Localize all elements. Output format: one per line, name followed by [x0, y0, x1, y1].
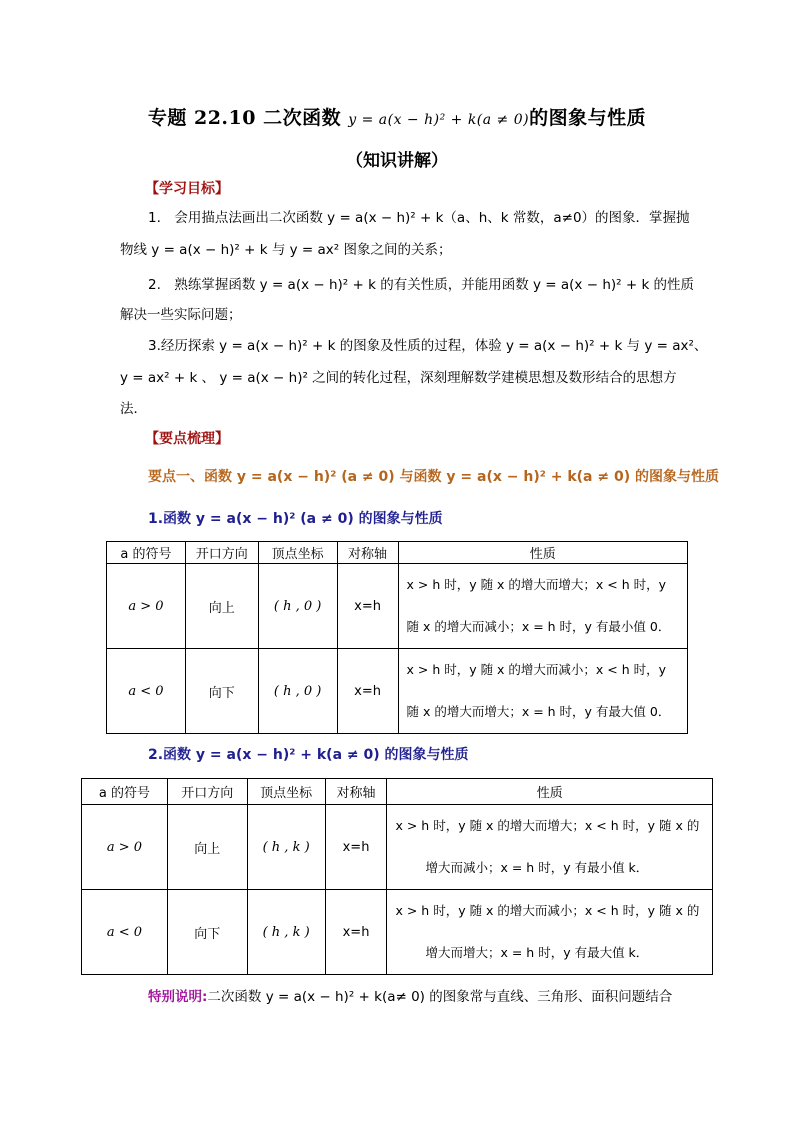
vertex-cell: ( h , 0 ) — [258, 649, 337, 734]
axis-cell: x=h — [337, 649, 398, 734]
title-prefix: 专题 22.10 二次函数 — [147, 107, 342, 129]
property-line-1: x > h 时，y 随 x 的增大而增大；x < h 时，y — [406, 577, 667, 592]
table1-header-axis: 对称轴 — [337, 542, 398, 564]
table-row — [107, 564, 688, 649]
sign-cell: a < 0 — [107, 649, 186, 734]
table2 — [81, 778, 713, 975]
special-note — [148, 985, 672, 1005]
table2-header-row — [82, 779, 713, 805]
property-line-1: x > h 时，y 随 x 的增大而减小；x < h 时，y — [406, 662, 667, 677]
key-point-heading: 要点一、函数 y = a(x − h)² (a ≠ 0) 与函数 y = a(x − h)² + k(a ≠ 0) 的图象与性质 — [148, 469, 719, 485]
special-note-label: 特别说明: — [148, 989, 208, 1005]
page-title — [0, 103, 794, 130]
learning-goals-tag: 【学习目标】 — [145, 181, 229, 197]
title-suffix: 的图象与性质 — [529, 107, 647, 129]
opening-cell: 向下 — [185, 649, 258, 734]
opening-cell: 向上 — [185, 564, 258, 649]
table1 — [106, 541, 688, 734]
table1-header-property: 性质 — [398, 542, 688, 564]
table1-heading: 1.函数 y = a(x − h)² (a ≠ 0) 的图象与性质 — [148, 511, 443, 527]
table-row — [82, 805, 713, 890]
axis-cell: x=h — [337, 564, 398, 649]
table2-heading: 2.函数 y = a(x − h)² + k(a ≠ 0) 的图象与性质 — [148, 747, 469, 763]
property-cell — [398, 564, 688, 649]
table2-header-property: 性质 — [387, 779, 713, 805]
goal-1-line-2: 物线 y = a(x − h)² + k 与 y = ax² 图象之间的关系； — [120, 242, 452, 258]
opening-cell: 向下 — [167, 890, 247, 975]
table1-header-opening: 开口方向 — [185, 542, 258, 564]
property-cell — [398, 649, 688, 734]
sign-cell: a > 0 — [82, 805, 168, 890]
vertex-cell: ( h , 0 ) — [258, 564, 337, 649]
axis-cell: x=h — [325, 805, 387, 890]
property-cell — [387, 890, 713, 975]
table-row — [82, 890, 713, 975]
property-cell — [387, 805, 713, 890]
vertex-cell: ( h , k ) — [247, 805, 325, 890]
opening-cell: 向上 — [167, 805, 247, 890]
goal-2-line-2: 解决一些实际问题； — [120, 307, 242, 323]
table1-header-sign: a 的符号 — [107, 542, 186, 564]
table2-header-axis: 对称轴 — [325, 779, 387, 805]
goal-3-line-2: y = ax² + k 、 y = a(x − h)² 之间的转化过程，深刻理解数学建模思想及数形结合的思想方 — [120, 370, 677, 386]
property-line-2: 增大而减小；x = h 时，y 有最小值 k． — [425, 860, 649, 875]
vertex-cell: ( h , k ) — [247, 890, 325, 975]
property-line-2: 随 x 的增大而减小；x = h 时，y 有最小值 0． — [406, 619, 671, 634]
table2-header-vertex: 顶点坐标 — [247, 779, 325, 805]
goal-2-line-1: 2. 熟练掌握函数 y = a(x − h)² + k 的有关性质，并能用函数 y = a(x − h)² + k 的性质 — [148, 277, 695, 293]
table2-header-opening: 开口方向 — [167, 779, 247, 805]
property-line-2: 增大而增大；x = h 时，y 有最大值 k． — [425, 945, 649, 960]
sign-cell: a > 0 — [107, 564, 186, 649]
table-row — [107, 649, 688, 734]
special-note-text: 二次函数 y = a(x − h)² + k(a≠ 0) 的图象常与直线、三角形、面积问题结合 — [207, 989, 673, 1005]
property-line-1: x > h 时，y 随 x 的增大而增大；x < h 时，y 随 x 的 — [395, 818, 700, 833]
sign-cell: a < 0 — [82, 890, 168, 975]
table2-header-sign: a 的符号 — [82, 779, 168, 805]
goal-3-line-3: 法． — [120, 401, 147, 417]
goal-3-line-1: 3.经历探索 y = a(x − h)² + k 的图象及性质的过程，体验 y = a(x − h)² + k 与 y = ax²、 — [148, 338, 708, 354]
property-line-2: 随 x 的增大而增大；x = h 时，y 有最大值 0． — [406, 704, 671, 719]
page-subtitle: （知识讲解） — [346, 151, 448, 171]
axis-cell: x=h — [325, 890, 387, 975]
goal-1-line-1: 1. 会用描点法画出二次函数 y = a(x − h)² + k（a、h、k 常数，a≠0）的图象．掌握抛 — [148, 210, 690, 226]
key-points-tag: 【要点梳理】 — [145, 431, 229, 447]
table1-header-vertex: 顶点坐标 — [258, 542, 337, 564]
property-line-1: x > h 时，y 随 x 的增大而减小；x < h 时，y 随 x 的 — [395, 903, 700, 918]
table1-header-row — [107, 542, 688, 564]
title-formula: y = a(x − h)² + k(a ≠ 0) — [348, 112, 530, 128]
